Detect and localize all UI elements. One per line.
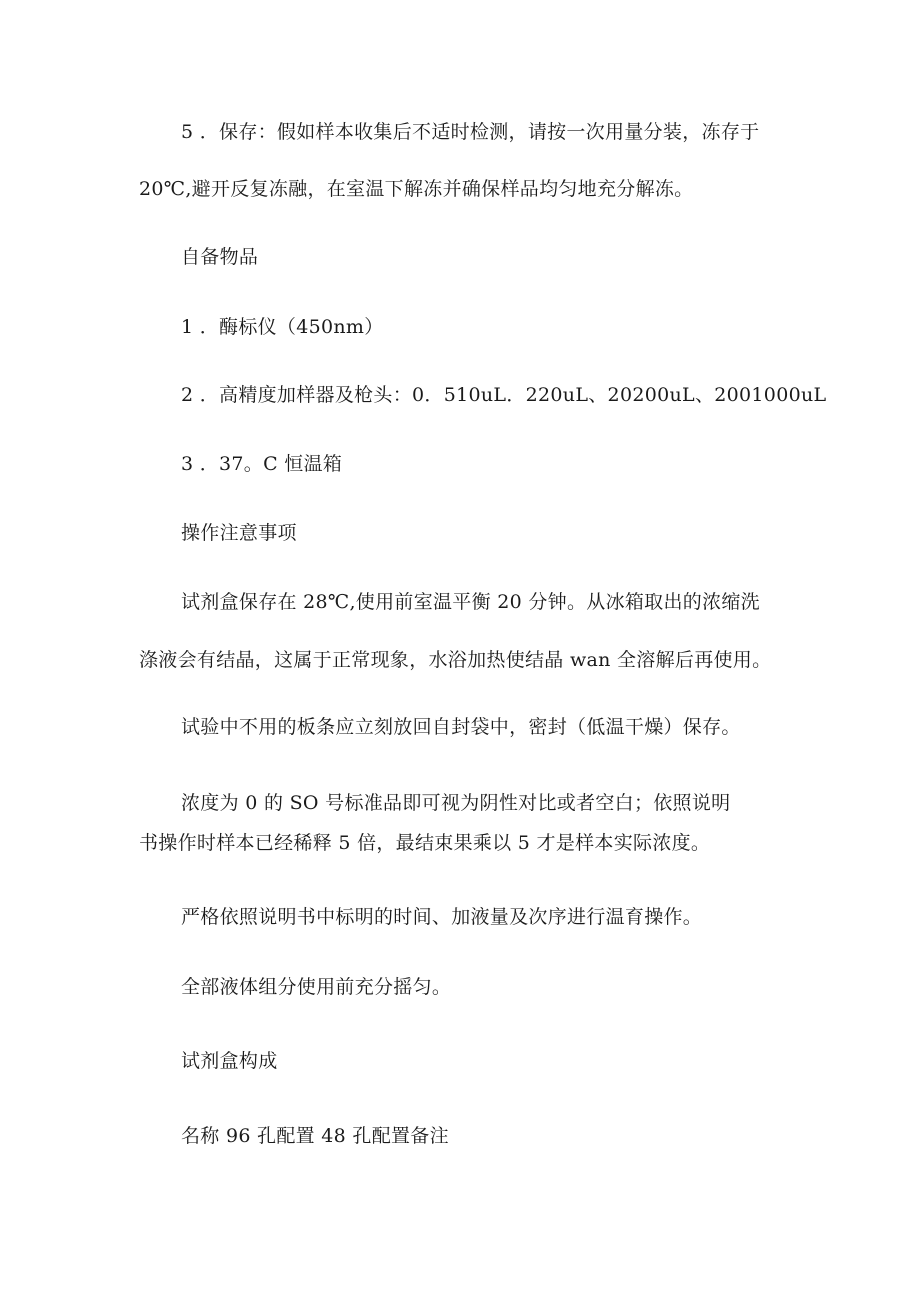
precautions-p4: 严格依照说明书中标明的时间、加液量及次序进行温育操作。 — [181, 906, 703, 928]
equipment-item-2: 2 ．高精度加样器及枪头：0．510uL．220uL、20200uL、2001000uL — [181, 384, 827, 406]
precautions-p3-line-1: 浓度为 0 的 SO 号标准品即可视为阴性对比或者空白；依照说明 — [181, 792, 731, 814]
precautions-p2: 试验中不用的板条应立刻放回自封袋中，密封（低温干燥）保存。 — [181, 716, 741, 738]
equipment-item-1: 1 ．酶标仪（450nm） — [181, 316, 384, 338]
storage-line-1: 5 ．保存：假如样本收集后不适时检测，请按一次用量分装，冻存于 — [181, 121, 760, 143]
precautions-p1-line-2: 涤液会有结晶，这属于正常现象，水浴加热使结晶 wan 全溶解后再使用。 — [139, 649, 772, 671]
precautions-heading: 操作注意事项 — [181, 522, 297, 544]
equipment-item-3: 3 ．37。C 恒温箱 — [181, 453, 343, 475]
kit-table-header: 名称 96 孔配置 48 孔配置备注 — [181, 1125, 449, 1147]
storage-line-2: 20℃,避开反复冻融，在室温下解冻并确保样品均匀地充分解冻。 — [139, 178, 694, 200]
equipment-heading: 自备物品 — [181, 246, 259, 268]
precautions-p1-line-1: 试剂盒保存在 28℃,使用前室温平衡 20 分钟。从冰箱取出的浓缩洗 — [181, 591, 760, 613]
precautions-p3-line-2: 书操作时样本已经稀释 5 倍，最结束果乘以 5 才是样本实际浓度。 — [139, 832, 711, 854]
precautions-p5: 全部液体组分使用前充分摇匀。 — [181, 976, 452, 998]
kit-heading: 试剂盒构成 — [181, 1050, 278, 1072]
